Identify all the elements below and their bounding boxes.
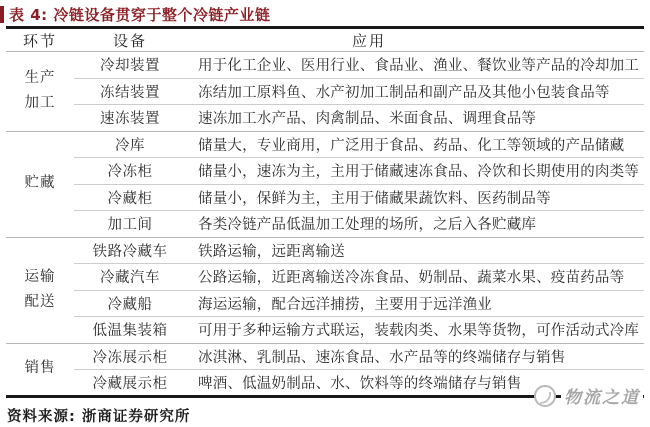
device-cell: 速冻装置 [74, 105, 186, 132]
col-header-stage: 环节 [22, 31, 57, 50]
stage-cell: 生产 加工 [24, 69, 56, 112]
device-cell: 冻结装置 [74, 78, 186, 105]
device-cell: 冷藏柜 [74, 184, 186, 211]
table-title-row [0, 2, 650, 26]
stage-cell: 贮藏 [24, 175, 56, 192]
device-cell: 冷冻柜 [74, 158, 186, 185]
application-cell: 储量小，保鲜为主，主用于储藏果蔬饮料、医药制品等 [186, 184, 644, 211]
device-cell: 冷藏展示柜 [74, 370, 186, 397]
device-cell: 冷库 [115, 137, 145, 154]
table-row [6, 343, 644, 370]
table-row [6, 52, 644, 79]
application-cell: 用于化工企业、医用行业、食品业、渔业、餐饮业等产品的冷却加工 [198, 58, 639, 75]
stage-cell: 销售 [24, 360, 56, 377]
table-row [6, 105, 644, 132]
table-row [6, 317, 644, 344]
application-cell: 海运运输，配合远洋捕捞，主要用于远洋渔业 [186, 290, 644, 317]
application-cell: 冰淇淋、乳制品、速冻食品、水产品等的终端储存与销售 [198, 349, 566, 366]
device-cell: 铁路冷藏车 [92, 243, 168, 260]
table-title: 表 4: 冷链设备贯穿于整个冷链产业链 [9, 5, 271, 24]
application-cell: 速冻加工水产品、肉禽制品、米面食品、调理食品等 [186, 105, 644, 132]
application-cell: 铁路运输，远距离输送 [198, 243, 345, 260]
application-cell: 啤酒、低温奶制品、水、饮料等的终端储存与销售 [186, 370, 644, 397]
table-header [6, 28, 644, 52]
header-row [6, 28, 644, 52]
watermark [534, 383, 643, 408]
table-row [6, 184, 644, 211]
col-header-device: 设备 [112, 31, 147, 50]
device-cell: 冷藏汽车 [74, 264, 186, 291]
device-cell: 冷冻展示柜 [92, 349, 168, 366]
application-cell: 储量大，专业商用，广泛用于食品、药品、化工等领域的产品储藏 [198, 137, 625, 154]
application-cell: 各类冷链产品低温加工处理的场所，之后入各贮藏库 [186, 211, 644, 238]
col-header-application: 应用 [351, 31, 386, 50]
application-cell: 公路运输，近距离输送冷冻食品、奶制品、蔬菜水果、疫苗药品等 [186, 264, 644, 291]
application-cell: 冻结加工原料鱼、水产初加工制品和副产品及其他小包装食品等 [186, 78, 644, 105]
stage-cell: 运输 配送 [24, 268, 56, 310]
title-accent-bar [0, 6, 4, 23]
watermark-text: 物流之道 [561, 383, 643, 408]
table-row [6, 290, 644, 317]
table-row [6, 78, 644, 105]
device-cell: 冷却装置 [100, 58, 160, 75]
watermark-logo-icon [534, 385, 556, 407]
table-row [6, 237, 644, 264]
source-note: 资料来源: 浙商证券研究所 [7, 408, 191, 425]
table-row [6, 264, 644, 291]
cold-chain-equipment-table [6, 26, 644, 398]
table-row [6, 158, 644, 185]
application-cell: 可用于多种运输方式联运，装载肉类、水果等货物，可作活动式冷库 [186, 317, 644, 344]
table-row [6, 131, 644, 158]
stage-group [6, 237, 644, 343]
stage-group [6, 131, 644, 237]
device-cell: 冷藏船 [74, 290, 186, 317]
table-row [6, 211, 644, 238]
stage-group [6, 52, 644, 132]
device-cell: 加工间 [74, 211, 186, 238]
device-cell: 低温集装箱 [74, 317, 186, 344]
application-cell: 储量小，速冻为主，主用于储藏速冻食品、冷饮和长期使用的肉类等 [186, 158, 644, 185]
